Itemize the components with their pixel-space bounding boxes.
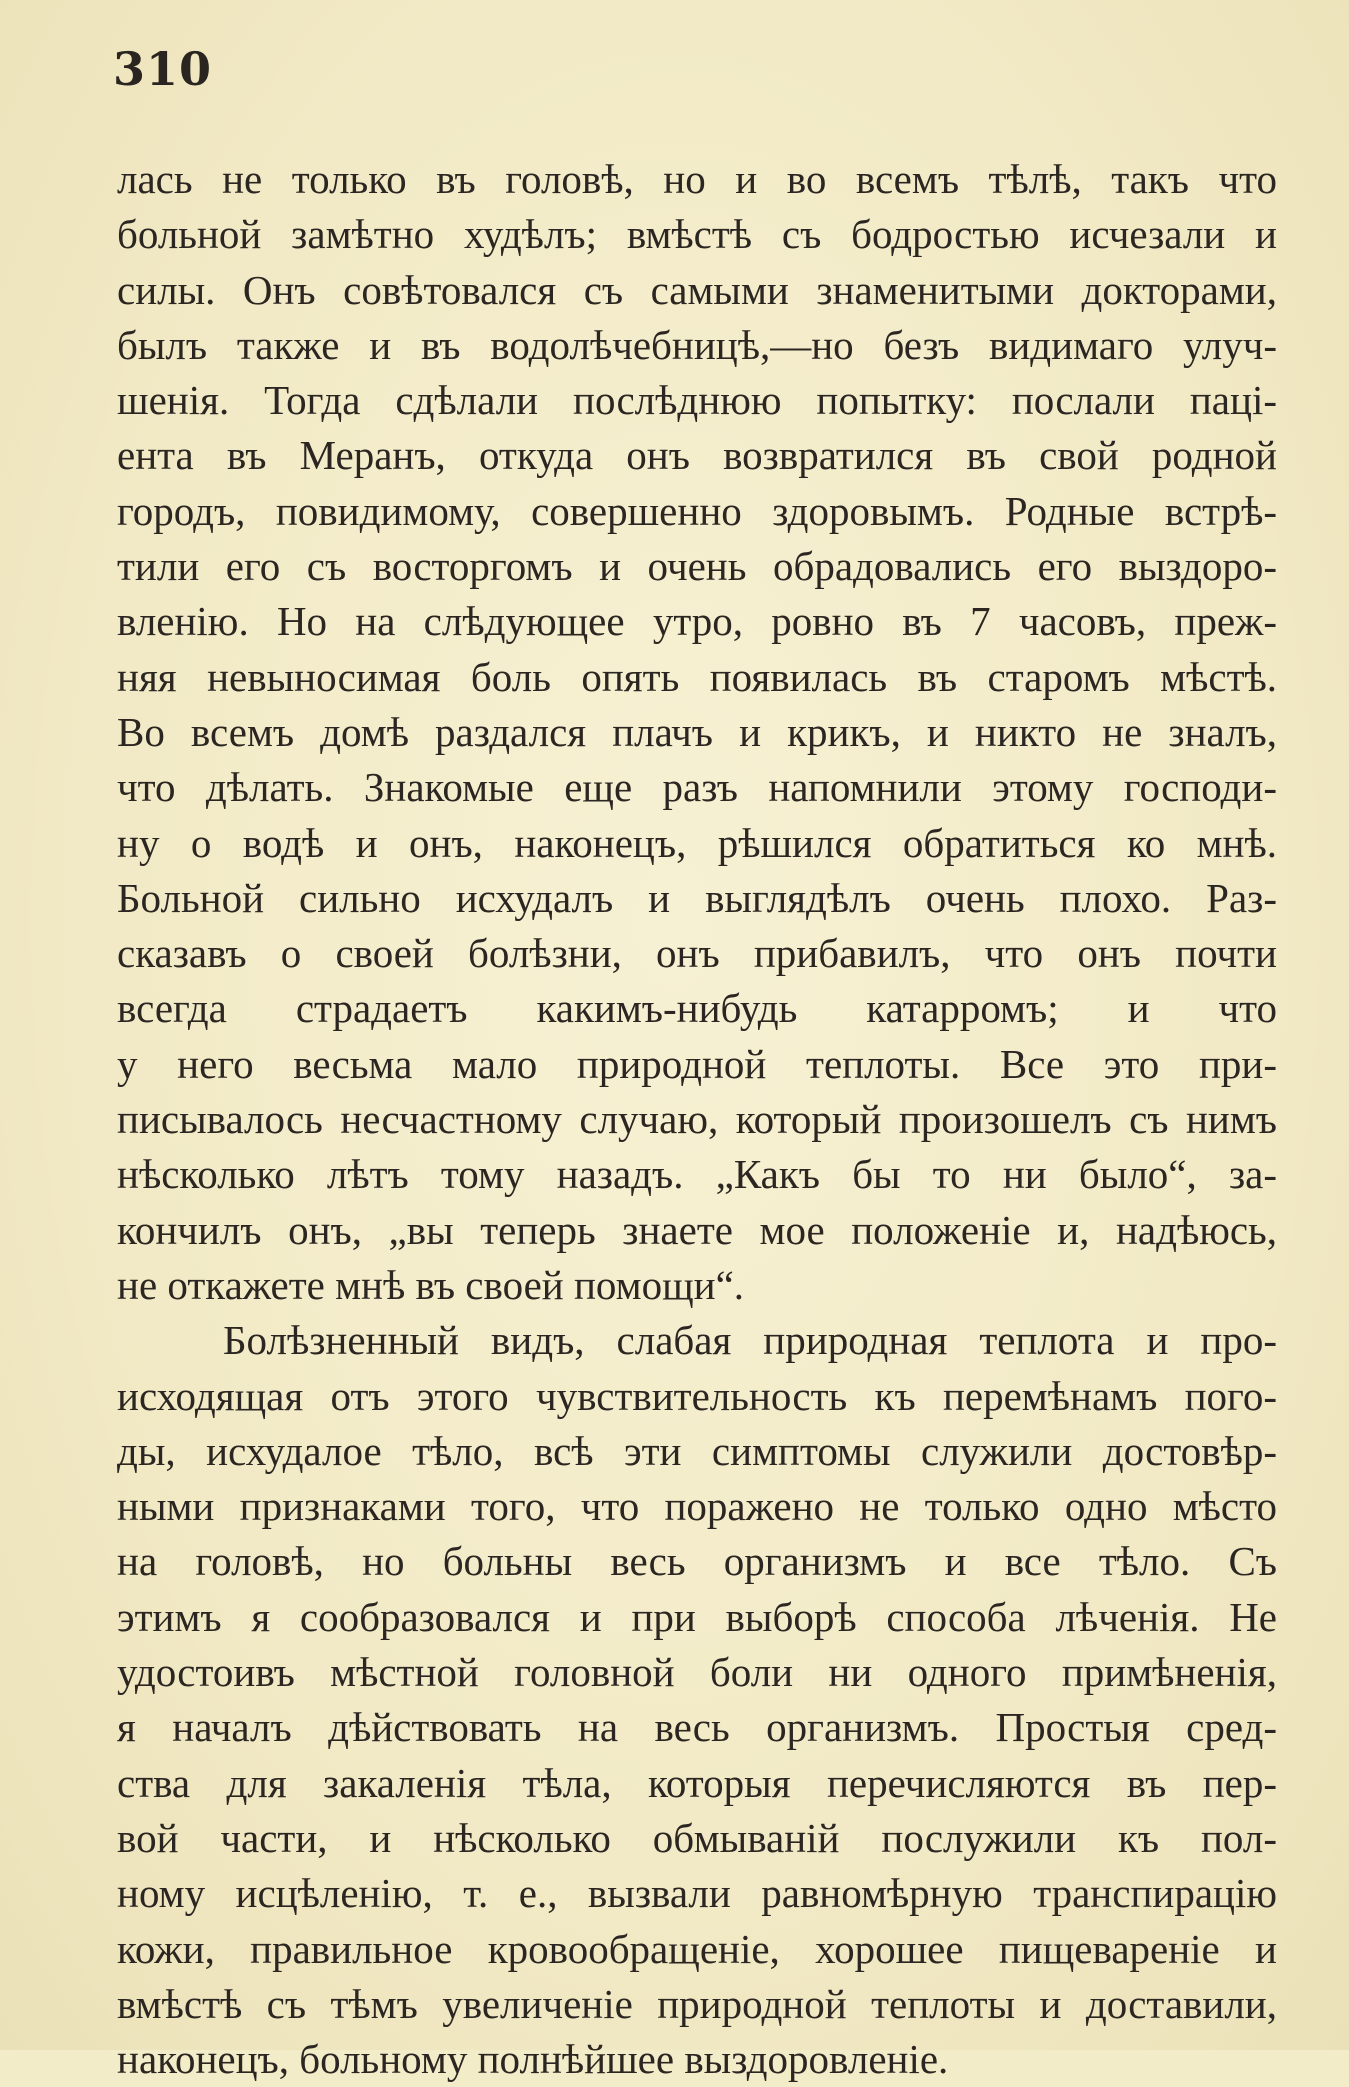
text-line: лась не только въ головѣ, но и во всемъ тѣлѣ, такъ что bbox=[117, 156, 1277, 202]
text-line: на головѣ, но больны весь организмъ и все тѣло. Съ bbox=[117, 1538, 1277, 1585]
text-line: ента въ Меранъ, откуда онъ возвратился въ свой родной bbox=[117, 432, 1277, 479]
text-line: что дѣлать. Знакомые еще разъ напомнили этому господи- bbox=[117, 764, 1277, 811]
text-line: Во всемъ домѣ раздался плачъ и крикъ, и никто не зналъ, bbox=[117, 708, 1277, 755]
text-line: былъ также и въ водолѣчебницѣ,—но безъ видимаго улуч- bbox=[117, 321, 1277, 368]
text-line: силы. Онъ совѣтовался съ самыми знаменитыми докторами, bbox=[117, 266, 1277, 313]
text-line: Больной сильно исхудалъ и выглядѣлъ очень плохо. Раз- bbox=[117, 874, 1277, 921]
text-line: ными признаками того, что поражено не только одно мѣсто bbox=[117, 1483, 1277, 1530]
text-line: кожи, правильное кровообращеніе, хорошее пищевареніе и bbox=[117, 1925, 1277, 1972]
text-line: всегда страдаетъ какимъ-нибудь катарромъ; и что bbox=[117, 985, 1277, 1032]
text-line: я началъ дѣйствовать на весь организмъ. Простыя сред- bbox=[117, 1704, 1277, 1751]
text-line: Болѣзненный видъ, слабая природная теплота и про- bbox=[223, 1317, 1277, 1364]
text-line: наконецъ, больному полнѣйшее выздоровленіе. bbox=[117, 2036, 949, 2083]
text-line: удостоивъ мѣстной головной боли ни одного примѣненія, bbox=[117, 1649, 1277, 1696]
text-line: кончилъ онъ, „вы теперь знаете мое положеніе и, надѣюсь, bbox=[117, 1206, 1277, 1253]
text-line: тили его съ восторгомъ и очень обрадовались его выздоро- bbox=[117, 543, 1277, 590]
text-line: ства для закаленія тѣла, которыя перечисляются въ пер- bbox=[117, 1759, 1277, 1806]
page-number: 310 bbox=[113, 42, 213, 96]
text-line: больной замѣтно худѣлъ; вмѣстѣ съ бодростью исчезали и bbox=[117, 211, 1277, 258]
text-line: городъ, повидимому, совершенно здоровымъ. Родные встрѣ- bbox=[117, 487, 1277, 534]
text-line: нѣсколько лѣтъ тому назадъ. „Какъ бы то ни было“, за- bbox=[117, 1151, 1277, 1198]
text-line: ну о водѣ и онъ, наконецъ, рѣшился обратиться ко мнѣ. bbox=[117, 819, 1277, 866]
text-line: няя невыносимая боль опять появилась въ старомъ мѣстѣ. bbox=[117, 653, 1277, 700]
text-line: ды, исхудалое тѣло, всѣ эти симптомы служили достовѣр- bbox=[117, 1427, 1277, 1474]
text-line: ному исцѣленію, т. е., вызвали равномѣрную транспирацію bbox=[117, 1870, 1277, 1917]
text-line: у него весьма мало природной теплоты. Все это при- bbox=[117, 1040, 1277, 1087]
body-text bbox=[117, 152, 1277, 2087]
text-line: этимъ я сообразовался и при выборѣ способа лѣченія. Не bbox=[117, 1593, 1277, 1640]
text-line: вленію. Но на слѣдующее утро, ровно въ 7 часовъ, преж- bbox=[117, 598, 1277, 645]
text-line: не откажете мнѣ въ своей помощи“. bbox=[117, 1261, 745, 1308]
text-line: шенія. Тогда сдѣлали послѣднюю попытку: послали паці- bbox=[117, 377, 1277, 424]
text-line: исходящая отъ этого чувствительность къ перемѣнамъ пого- bbox=[117, 1372, 1277, 1419]
text-line: писывалось несчастному случаю, который произошелъ съ нимъ bbox=[117, 1096, 1277, 1143]
text-line: вой части, и нѣсколько обмываній послужили къ пол- bbox=[117, 1814, 1277, 1861]
text-line: вмѣстѣ съ тѣмъ увеличеніе природной теплоты и доставили, bbox=[117, 1980, 1277, 2027]
text-line: сказавъ о своей болѣзни, онъ прибавилъ, что онъ почти bbox=[117, 930, 1277, 977]
